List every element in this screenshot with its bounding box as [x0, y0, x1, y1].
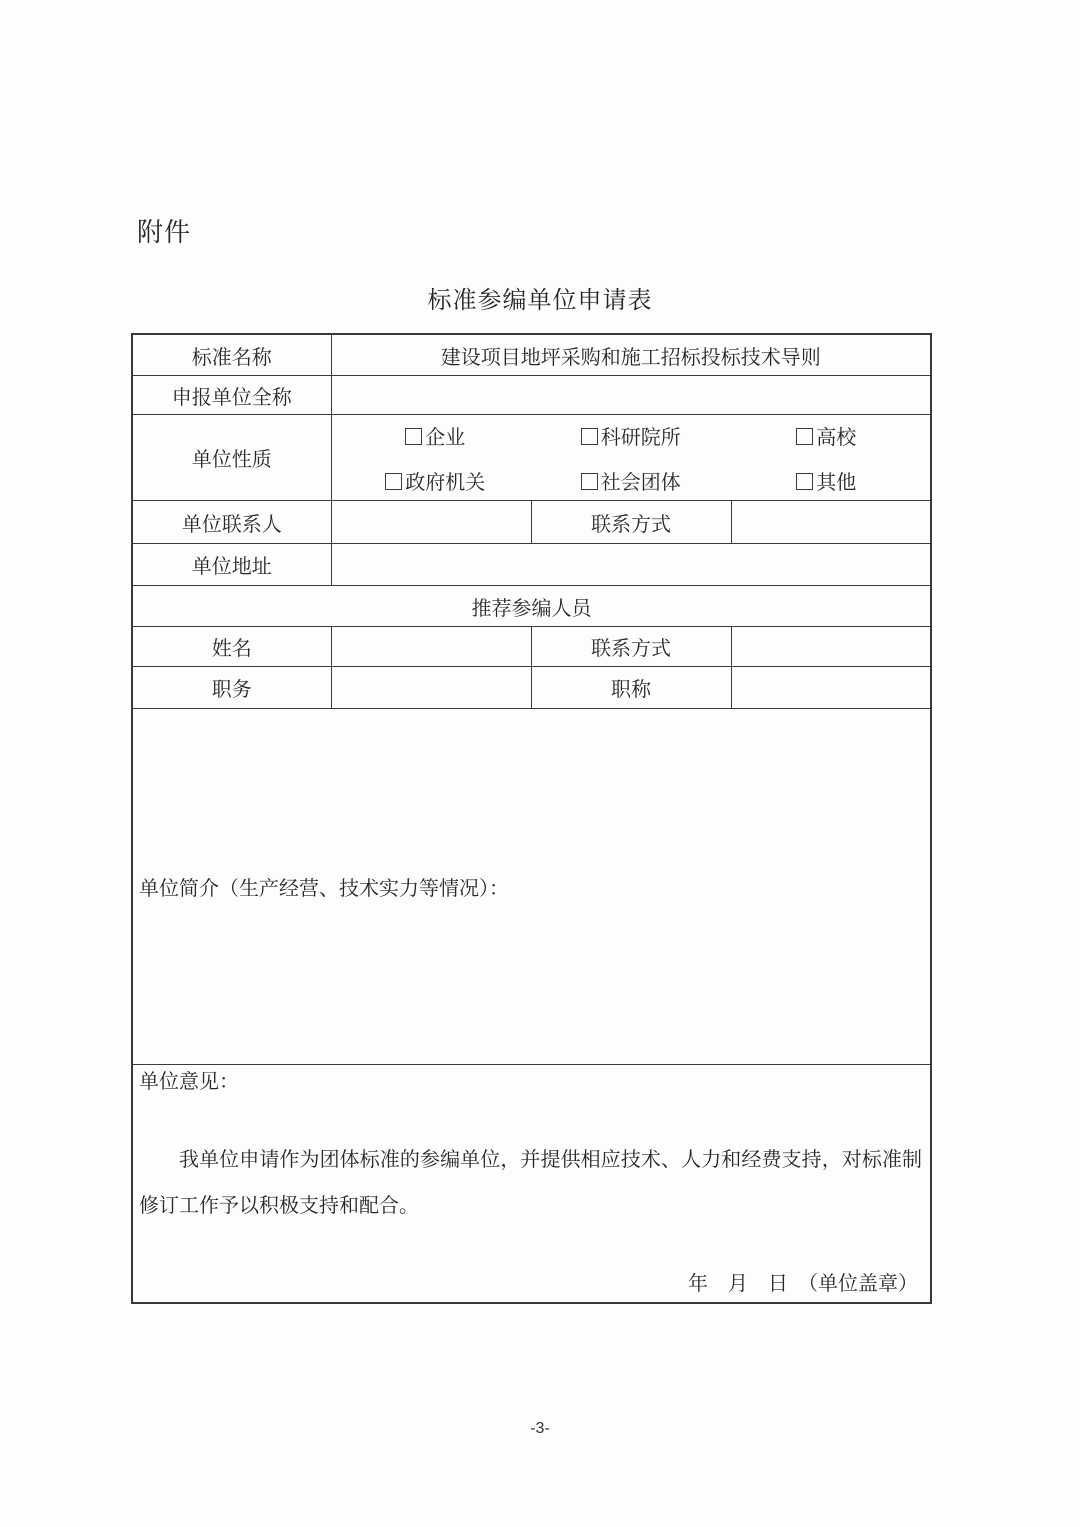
unit-type-label-cell: 单位性质 — [132, 415, 331, 501]
unit-type-options-cell — [331, 415, 931, 501]
table-row-unit-contact — [132, 501, 931, 544]
recommend-section-header-cell: 推荐参编人员 — [132, 586, 931, 627]
unit-contact-label-cell: 单位联系人 — [132, 501, 331, 544]
checkbox-option-enterprise — [338, 421, 534, 450]
unit-opinion-content — [139, 1065, 924, 1302]
person-contact-value-cell — [731, 627, 931, 667]
table-row-unit-opinion — [132, 1065, 931, 1304]
person-position-value-cell — [331, 667, 531, 709]
unit-opinion-cell — [132, 1065, 931, 1304]
applicant-unit-label-cell: 申报单位全称 — [132, 376, 331, 415]
table-row-applicant-unit — [132, 376, 931, 415]
table-row-unit-type — [132, 415, 931, 501]
table-row-person-position — [132, 667, 931, 709]
checkbox-icon — [581, 473, 598, 490]
checkbox-option-research-institute — [533, 421, 729, 450]
unit-contact-value-cell — [331, 501, 531, 544]
unit-address-label-cell: 单位地址 — [132, 544, 331, 586]
attachment-label: 附件 — [137, 217, 192, 247]
checkbox-label: 社会团体 — [600, 471, 681, 494]
page-title: 标准参编单位申请表 — [427, 287, 653, 314]
table-row-standard-name — [132, 334, 931, 376]
person-title-label-cell: 职称 — [531, 667, 731, 709]
table-row-unit-address — [132, 544, 931, 586]
checkbox-label: 企业 — [425, 426, 466, 449]
checkbox-label: 政府机关 — [405, 471, 486, 494]
person-name-value-cell — [331, 627, 531, 667]
unit-profile-cell — [132, 709, 931, 1065]
checkbox-icon — [796, 473, 813, 490]
contact-method-label-cell: 联系方式 — [531, 501, 731, 544]
checkbox-icon — [385, 473, 402, 490]
application-form-table — [131, 333, 932, 1304]
checkbox-label: 科研院所 — [600, 426, 681, 449]
checkbox-option-other — [729, 466, 925, 495]
unit-profile-label: 单位简介（生产经营、技术实力等情况）： — [139, 878, 509, 900]
checkbox-option-university — [729, 421, 925, 450]
unit-opinion-statement: 我单位申请作为团体标准的参编单位，并提供相应技术、人力和经费支持，对标准制修订工作予以积极支持和配合。 — [139, 1149, 923, 1217]
checkbox-icon — [581, 428, 598, 445]
person-contact-label-cell: 联系方式 — [531, 627, 731, 667]
unit-type-options-grid — [338, 419, 925, 497]
standard-name-value-cell: 建设项目地坪采购和施工招标投标技术导则 — [331, 334, 931, 376]
table-row-person-name — [132, 627, 931, 667]
checkbox-label: 高校 — [816, 426, 857, 449]
unit-opinion-label: 单位意见： — [139, 1071, 239, 1093]
standard-name-label-cell: 标准名称 — [132, 334, 331, 376]
checkbox-icon — [796, 428, 813, 445]
date-and-seal-line: 年 月 日 （单位盖章） — [688, 1273, 919, 1295]
person-name-label-cell: 姓名 — [132, 627, 331, 667]
contact-method-value-cell — [731, 501, 931, 544]
person-title-value-cell — [731, 667, 931, 709]
checkbox-label: 其他 — [816, 471, 857, 494]
person-position-label-cell: 职务 — [132, 667, 331, 709]
page-number: -3- — [530, 1420, 550, 1437]
applicant-unit-value-cell — [331, 376, 931, 415]
unit-address-value-cell — [331, 544, 931, 586]
checkbox-option-social-organization — [533, 466, 729, 495]
table-row-recommend-header — [132, 586, 931, 627]
table-row-unit-profile — [132, 709, 931, 1065]
checkbox-option-government — [338, 466, 534, 495]
checkbox-icon — [405, 428, 422, 445]
